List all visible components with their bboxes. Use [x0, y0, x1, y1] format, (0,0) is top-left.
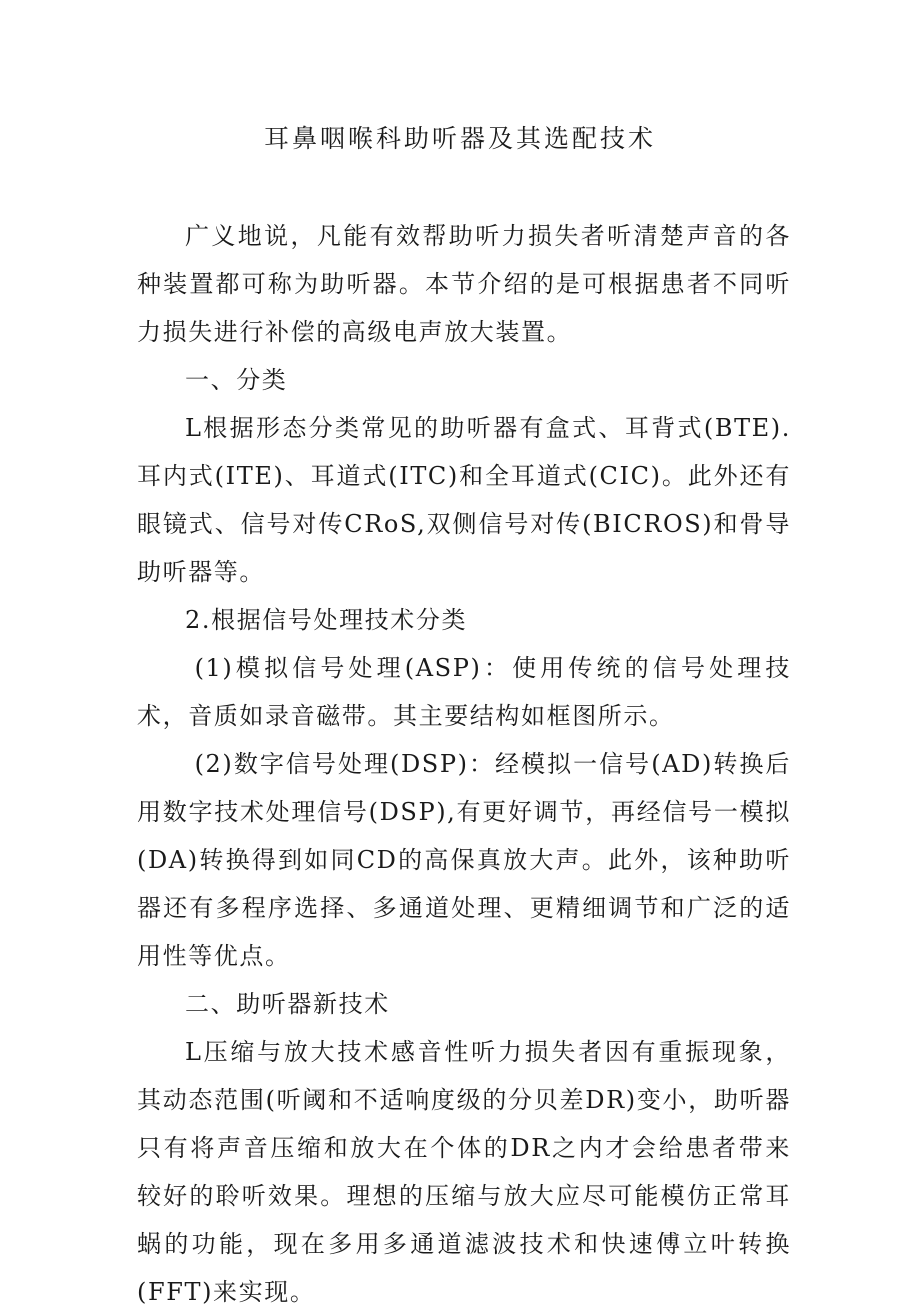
paragraph-intro: 广义地说，凡能有效帮助听力损失者听清楚声音的各种装置都可称为助听器。本节介绍的是可根据患者不同听力损失进行补偿的高级电声放大装置。 [137, 222, 791, 346]
paragraph-asp: (1)模拟信号处理(ASP)：使用传统的信号处理技术，音质如录音磁带。其主要结构如框图所示。 [137, 654, 791, 730]
document-title: 耳鼻咽喉科助听器及其选配技术 [263, 124, 656, 153]
paragraph-form-classification: L根据形态分类常见的助听器有盒式、耳背式(BTE).耳内式(ITE)、耳道式(ITC)和全耳道式(CIC)。此外还有眼镜式、信号对传CRoS,双侧信号对传(BICROS)和骨导助听器等。 [137, 414, 791, 586]
paragraph-compression: L压缩与放大技术感音性听力损失者因有重振现象，其动态范围(听阈和不适响度级的分贝差DR)变小，助听器只有将声音压缩和放大在个体的DR之内才会给患者带来较好的聆听效果。理想的压缩与放大应尽可能模仿正常耳蜗的功能，现在多用多通道滤波技术和快速傅立叶转换(FFT)来实现。 [137, 1038, 791, 1306]
document-body [137, 212, 791, 1316]
section-heading-classification: 一、分类 [185, 366, 288, 394]
paragraph-dsp: (2)数字信号处理(DSP)：经模拟一信号(AD)转换后用数字技术处理信号(DSP),有更好调节，再经信号一模拟(DA)转换得到如同CD的高保真放大声。此外，该种助听器还有多程序选择、多通道处理、更精细调节和广泛的适用性等优点。 [137, 750, 791, 970]
subheading-signal-processing: 2.根据信号处理技术分类 [185, 606, 468, 634]
section-heading-new-technology: 二、助听器新技术 [185, 990, 390, 1018]
